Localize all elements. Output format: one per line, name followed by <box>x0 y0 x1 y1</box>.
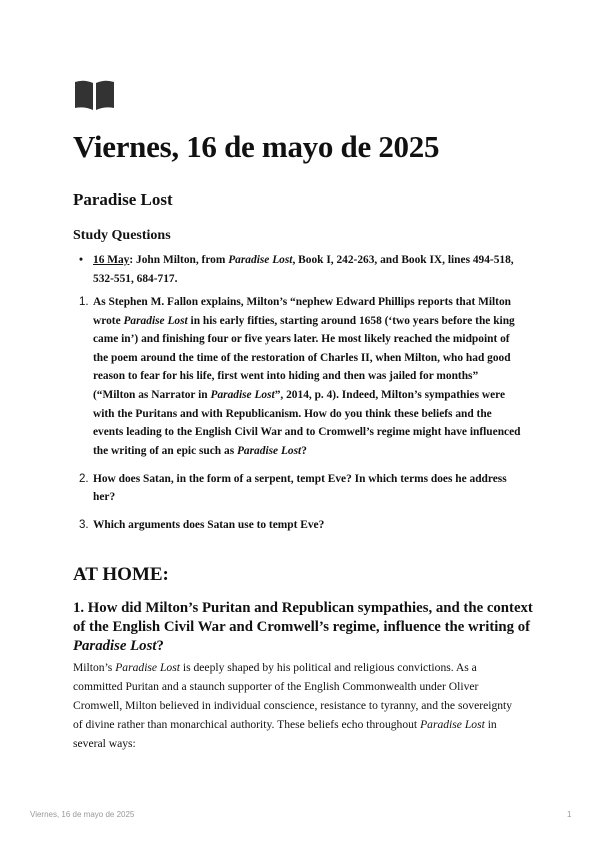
list-item: • 16 May: John Milton, from Paradise Lost, Book I, 242-263, and Book IX, lines 494-518, 532-551, 684-717. <box>73 251 523 289</box>
section-title: Paradise Lost <box>73 190 173 209</box>
date-label: 16 May <box>93 254 130 266</box>
footer-date: Viernes, 16 de mayo de 2025 <box>30 810 135 819</box>
question-item: 1. As Stephen M. Fallon explains, Milton’s “nephew Edward Phillips reports that Milton wrote Paradise Lost in his early fifties, starting around 1658 (‘two years before the king came in’) and finishing four or five years later. He most likely reached the midpoint of the poem around the time of the restoration of Charles II, when Milton, who had good reason to fear for his life, first went into hiding and then was jailed for months” (“Milton as Narrator in Paradise Lost”, 2014, p. 4). Indeed, Milton’s sympathies were with the Puritans and with Republicanism. How do you think these beliefs and the events leading to the English Civil War and to Cromwell’s regime might have influenced the writing of an epic such as Paradise Lost? <box>79 296 521 457</box>
book-icon <box>75 80 114 110</box>
question-item: 2. How does Satan, in the form of a serpent, tempt Eve? In which terms does he address her? <box>79 472 507 504</box>
study-questions-heading: Study Questions <box>73 228 171 243</box>
question-item: 3. Which arguments does Satan use to tempt Eve? <box>79 518 325 531</box>
answer-paragraph: Milton’s Paradise Lost is deeply shaped by his political and religious convictions. As a committed Puritan and a staunch supporter of the English Commonwealth under Oliver Cromwell, Milton believed in individual conscience, resistance to tyranny, and the sovereignty of divine rather than monarchical authority. These beliefs echo throughout Paradise Lost in several ways: <box>73 661 513 750</box>
page-title: Viernes, 16 de mayo de 2025 <box>73 129 440 164</box>
page-number: 1 <box>567 810 572 819</box>
question-heading: 1. How did Milton’s Puritan and Republican sympathies, and the context of the English Civil War and Cromwell’s regime, influence the writing of Paradise Lost? <box>73 600 533 654</box>
question-list <box>73 293 523 544</box>
at-home-heading: AT HOME: <box>73 564 169 585</box>
reading-list <box>73 251 523 289</box>
